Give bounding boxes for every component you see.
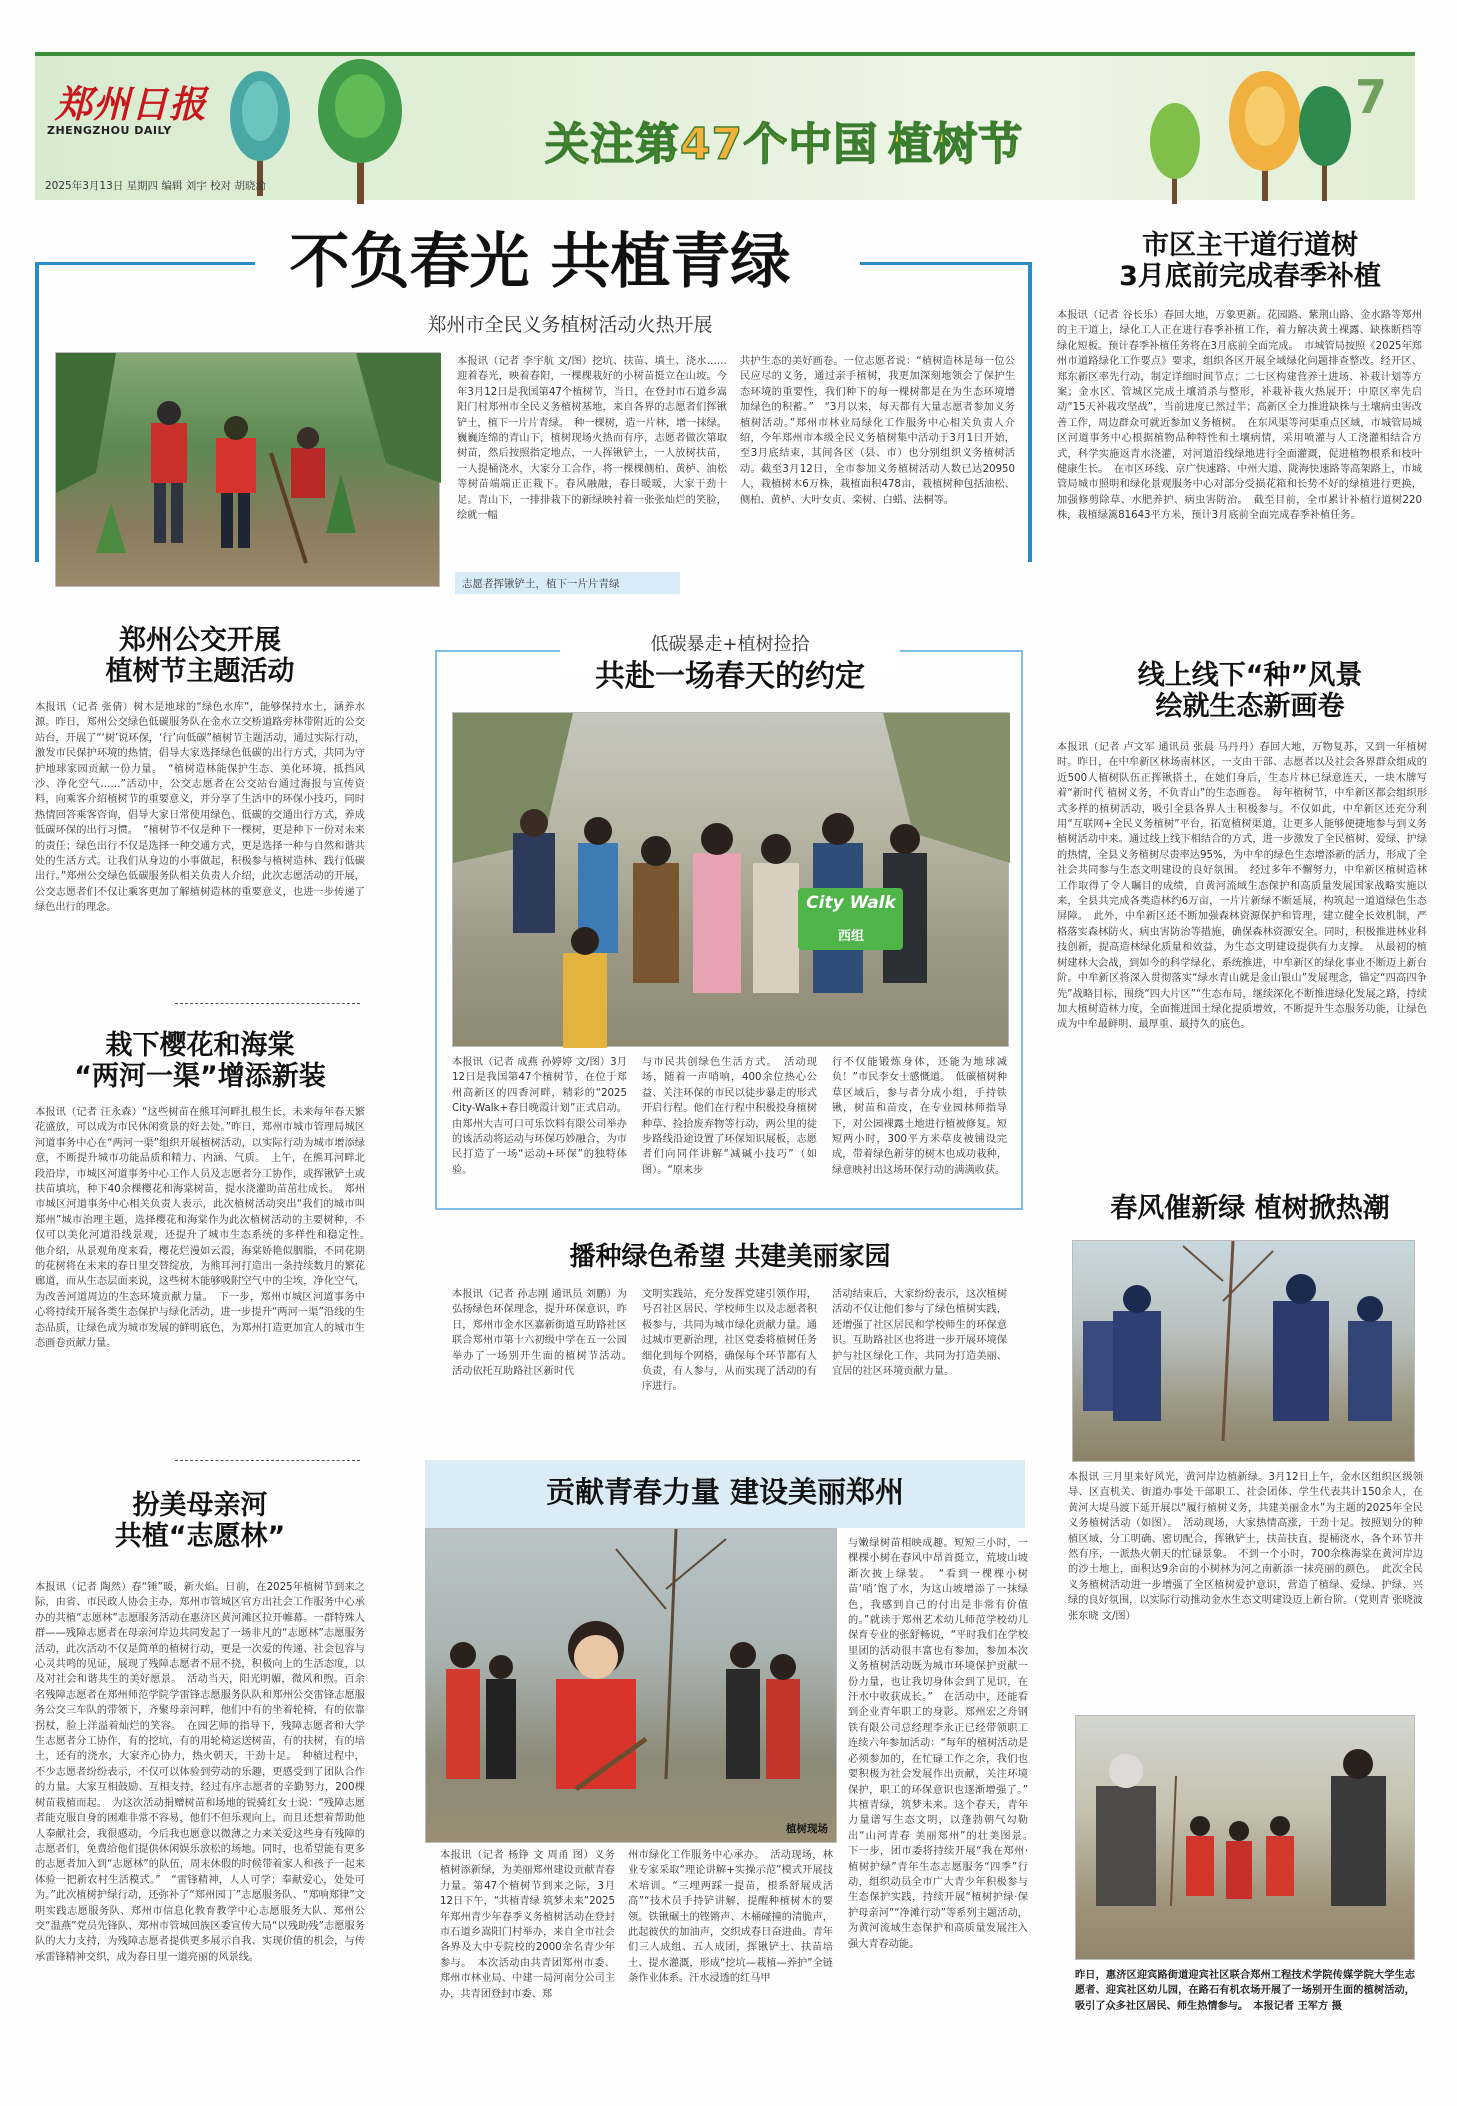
tree-illustration: [315, 56, 405, 204]
page-number: 7: [1355, 70, 1388, 124]
spring-article: 本报讯 三月里来好风光，黄河岸边植新绿。3月12日上午，金水区组织区级领导、区直机关、街道办事处干部职工、社会团体、学生代表共计150余人，在黄河大堤马渡下延开展以“履行植树义务，共建美丽金水”为主题的2025年全民义务植树活动（如图）。 活动现场，大家热情高涨，干劲十足。按照划分的种植区域，分工明确、密切配合，挥锹铲土，扶苗扶直，提桶浇水，各个环节井然有序，一派热火朝天的忙碌景象。 不到一个小时，700余株海棠在黄河岸边的沙土地上，面积达9余亩的小树林为河之南新添一抹亮丽的颜色。 此次全民义务植树活动进一步增强了全区植树爱护意识，营造了植绿、爱绿、护绿、兴绿的良好氛围，以实际行动推动金水生态文明建设迈上新台阶。（党则青 张晓波 张东晓 文/图）: [1068, 1472, 1423, 1622]
youth-article-col1: 本报讯（记者 杨铮 文 周甬 图）义务植树添新绿，为美丽郑州建设贡献青春力量。第47个植树节到来之际，3月12日下午，“共植青绿 筑梦未来”2025年郑州青少年春季义务植树活动在登封市石道乡嵩阳门村举办，来自全市社会各界及大中专院校的2000余名青少年参与。 本次活动由共青团郑州市委、郑州市林业局、中建一局河南分公司主办，共青团登封市委、郑: [440, 1850, 615, 2000]
lead-photo-caption: 志愿者挥锹铲土，植下一片片青绿: [462, 578, 620, 590]
seed-title: 播种绿色希望 共建美丽家园: [569, 1242, 891, 1272]
lead-article-col1: 本报讯（记者 李宇航 文/图）挖坑、扶苗、填土、浇水……迎着春光，映着春阳，一棵棵栽好的小树苗挺立在山坡。今年3月12日是我国第47个植树节，当日，在登封市石道乡嵩阳门村郑州市全民义务植树基地，来自各界的志愿者们挥锹铲土，植下一片片青绿。 种一棵树，造一片林，增一抹绿。巍巍连绵的青山下，植树现场火热而有序，志愿者做次第取树苗，然后按照指定地点，一人挥锹铲土，一人放树扶苗，一人提桶浇水，大家分工合作，将一棵棵侧柏、黄栌、油松等树苗端端正正栽下。春风融融，春日暖暖，大家干劲十足。青山下，一排排栽下的新绿映衬着一张张灿烂的笑脸，绘就一幅: [457, 356, 727, 522]
right-top-title-line2: 3月底前完成春季补植: [1119, 261, 1381, 293]
tree-illustration: [1225, 61, 1305, 201]
volunteers-planting-illustration: [56, 353, 441, 588]
divider: [175, 1460, 360, 1461]
banner-title-a: 关注第47个中国: [545, 119, 879, 170]
mother-river-article: 本报讯（记者 陶然）春“锤”暖，新火焰。日前，在2025年植树节到来之际，由省、市民政人协会主办，郑州市管城区官方出社会工作服务中心承办的共植“志愿林”志愿服务活动在惠济区黄河滩区拉开帷幕。一群特殊人群——残障志愿者在母亲河岸边共同发起了一场非凡的“志愿林”志愿服务活动，此次活动不仅是简单的植树行动，更是一次爱的传递、社会包容与心灵共鸣的见证，展现了残障志愿者不屈不挠，积极向上的生活态度，以及对社会和谐共生的美好愿景。 活动当天，阳光明媚，微风和煦。百余名残障志愿者在郑州师范学院学雷锋志愿服务队队和郑州公交雷锋志愿服务公交三车队的带领下，齐聚母亲河畔，他们中有的坐着轮椅，有的依靠拐杖，脸上洋溢着灿烂的笑容。 在园艺师的指导下，残障志愿者和大学生志愿者分工协作，有的挖坑，有的用轮椅运送树苗，有的扶树，有的培土，还有的浇水，大家齐心协力，热火朝天，干劲十足。 种植过程中，不少志愿者纷纷表示，不仅可以体验到劳动的乐趣，更感受到了团队合作的力量。大家互相鼓励、互相支持，经过有序志愿者的辛勤努力，200棵树苗栽植而起。 为这次活动捐赠树苗和场地的锐骑红女士说：“残障志愿者能克服自身的困难非常不容易，他们不但乐观向上，而且还想着帮助他人奉献社会，我很感动，今后我也愿意以微薄之力来关爱这些身有残障的志愿者们，免费给他们提供休闲娱乐放松的场地。同时，也希望能有更多的志愿者加入到“志愿林”的队伍，周末休假的时候带着家人和孩子一起来体验一把新农村生活模式。” “雷锋精神，人人可学；奉献爱心，处处可为。”此次植树护绿行动，还弥补了“郑州园丁”志愿服务队、“郑响郑律”文明实践志愿服务队、郑州市信息化教育教学中心志愿服务大队、郑州公交“温燕”党员先锋队、郑州市管城回族区委宣传大局“以残助残”志愿服务队的大力支持，为残障志愿者提供更多展示自我、实现价值的机会，与传承雷锋精神交织，成为春日里一道亮丽的风景线。: [35, 1582, 365, 1963]
frame-rule: [35, 262, 39, 562]
tree-illustration: [1145, 96, 1205, 204]
lead-subtitle: 郑州市全民义务植树活动火热开展: [427, 314, 713, 336]
frame-rule: [860, 262, 1030, 265]
seed-article-col2: 文明实践站，充分发挥党建引领作用，号召社区居民、学校师生以及志愿者积极参与，共同为城市绿化贡献力量。通过城市更新治理，社区党委将植树任务细化到每个网格，确保每个环节都有人负责，有人参与，从而实现了活动的有序进行。: [642, 1289, 817, 1393]
bus-title: [40, 625, 360, 687]
spring-title: 春风催新绿 植树掀热潮: [1110, 1193, 1390, 1224]
mother-river-title-line1: 扮美母亲河: [132, 1490, 268, 1521]
youth-title: 贡献青春力量 建设美丽郑州: [545, 1475, 905, 1509]
right-top-title: [1060, 230, 1440, 292]
cherry-title-line1: 栽下樱花和海棠: [105, 1030, 295, 1061]
walkers-illustration: [453, 713, 1010, 1048]
right-top-title-line1: 市区主干道行道树: [1142, 230, 1358, 261]
spring-planting-illustration: [1073, 1241, 1416, 1463]
lead-photo: [55, 352, 440, 587]
seed-article-col3: 活动结束后，大家纷纷表示，这次植树活动不仅让他们参与了绿色植树实践，还增强了社区居民和学校师生的环保意识。互助路社区也将进一步开展环境保护与社区绿化工作，共同为打造美丽、宜居的社区环境贡献力量。: [832, 1289, 1007, 1378]
kindergarten-photo: [1075, 1715, 1415, 1960]
youth-photo: [425, 1528, 837, 1843]
cherry-title: [40, 1030, 360, 1092]
walk-banner-sub: 西组: [837, 929, 864, 944]
bus-article: 本报讯（记者 张倩）树木是地球的“绿色水库”，能够保持水土，涵养水源。昨日，郑州公交绿色低碳服务队在金水立交桥道路旁林带附近的公交站台，开展了“‘树’说环保，‘行’向低碳”植树节主题活动，通过实际行动，激发市民保护环境的热情，倡导大家选择绿色低碳的出行方式，共同为守护地球家园贡献一份力量。 “植树造林能保护生态、美化环境，抵挡风沙、净化空气……”活动中，公交志愿者在公交站台通过海报与宣传资料，向乘客介绍植树节的重要意义，并分享了生活中的环保小技巧，同时热情回答乘客咨询，倡导大家日常使用绿色、低碳的交通出行方式，养成低碳环保的出行习惯。 “植树节不仅是种下一棵树，更是种下一份对未来的责任；绿色出行不仅是选择一种交通方式，更是选择一种与自然和谐共处的生活方式。让我们从身边的小事做起，积极参与植树造林、践行低碳出行。”郑州公交绿色低碳服务队相关负责人介绍，此次志愿活动的开展，公交志愿者们不仅让乘客更加了解植树造林的重要意义，也进一步传递了绿色出行的理念。: [35, 702, 365, 914]
walk-title: 共赴一场春天的约定: [595, 659, 865, 694]
walk-article-col1: 本报讯（记者 成燕 孙婷婷 文/图）3月12日是我国第47个植树节，在位于郑州高新区的四香河畔，精彩的“2025 City-Walk+春日晚霞计划”正式启动。由郑州大吉可口可乐饮料有限公司举办的该活动将运动与环保巧妙融合，为市民打造了一场“运动+环保”的独特体验。: [452, 1057, 627, 1176]
youth-photo-caption: 植树现场: [786, 1823, 828, 1835]
dateline: 2025年3月13日 星期四 编辑 刘宇 校对 胡晓渝: [45, 180, 266, 192]
banner-title: [545, 108, 1023, 172]
walk-banner-text: City Walk: [806, 893, 896, 913]
tree-illustration: [225, 66, 295, 196]
cherry-article: 本报讯（记者 汪永森）“这些树苗在熊耳河畔扎根生长，未来每年春天繁花盛放，可以成为市民休闲赏景的好去处。”昨日，郑州市城市管理局城区河道事务中心在“两河一渠”组织开展植树活动，以实际行动为城市增添绿意，不断提升城市功能品质和精力、内涵、气质。 上午，在熊耳河畔北段沿岸，市城区河道事务中心工作人员及志愿者分工协作，或挥锹铲土或扶苗填坑，种下40余棵樱花和海棠树苗，提水浇灌助苗茁壮成长。 郑州市城区河道事务中心相关负责人表示，此次植树活动突出“我们的城市叫郑州”城市治理主题，选择樱花和海棠作为此次植树活动的主要树种，不仅可以美化河道沿线景观，还提升了城市生态系统的多样性和稳定性。 他介绍，从景观角度来看，樱花烂漫如云霞，海棠娇艳似胭脂，不同花期的花树将在未来的春日里交替绽放，为熊耳河打造出一条持续数月的繁花廊道，而从生态层面来说，这些树木能够吸附空气中的尘埃，净化空气，为改善河道周边的生态环境贡献力量。 下一步，郑州市城区河道事务中心将持续开展各类生态保护与绿化活动，进一步提升“两河一渠”沿线的生态品质，让绿色成为城市发展的鲜明底色，为郑州打造更加宜人的城市生态画卷贡献力量。: [35, 1107, 376, 1350]
newspaper-logo: 郑州日报: [55, 82, 207, 126]
online-title: [1060, 660, 1440, 722]
mother-river-title: [40, 1490, 360, 1552]
seed-article-col1: 本报讯（记者 孙志刚 通讯员 刘鹏）为弘扬绿色环保理念，提升环保意识，昨日，郑州市金水区嘉新街道互助路社区联合郑州市第十六初级中学在五一公园举办了一场别开生面的植树节活动。 活动依托互助路社区新时代: [452, 1289, 638, 1378]
right-top-article: 本报讯（记者 谷长乐）春回大地，万象更新。花园路、紫荆山路、金水路等郑州的主干道上，绿化工人正在进行春季补植工作，着力解决黄土裸露、缺株断档等绿化短板。预计春季补植任务将在3月底前全面完成。 市城管局按照《2025年郑州市道路绿化工作要点》要求，组织各区开展全域绿化问题排查整改。经开区、郑东新区率先行动，制定详细时间节点；二七区构建营养土进场、补栽计划等方案；金水区、管城区完成土壤消杀与整形，补栽补栽火热展开；中原区率先启动“15天补栽攻坚战”，当前进度已然过半；高新区全力推进缺株与土壤病虫害改善工作，周边群众可就近参加义务植树。 在东风渠等河渠重点区域，市城管局城区河道事务中心根据植物品种特性和土壤病情，采用喷灌与人工浇灌相结合方式，科学实施返青水浇灌，对河道沿线绿地进行全面灌溉，促进植物根系和枝叶健康生长。 在市区环线、京广快速路、中州大道、陇海快速路等高架路上，市城管局城市照明和绿化景观服务中心对部分受损花箱和长势不好的绿植进行更换，加强修剪除草、水肥养护、病虫害防治。 截至目前，全市累计补植行道树220株，栽植绿篱81643平方米，预计3月底前全面完成春季补植任务。: [1057, 310, 1422, 522]
spring-photo: [1072, 1240, 1415, 1462]
lead-title: 不负春光 共植青绿: [289, 227, 791, 297]
online-title-line1: 线上线下“种”风景: [1137, 660, 1363, 691]
divider: [175, 1003, 360, 1004]
walk-article-col3: 行不仅能锻炼身体，还能为地球减负！”市民李女士感慨道。 低碳植树种草区域后，参与者分成小组，手持铁锹，树苗和苗皮，在专业园林师指导下，对公园裸露土地进行植被修复。短短两小时，300平方米草皮被铺设完成，带着绿色新芽的树木也成功栽种，绿意映衬出这场环保行动的满满收获。: [832, 1057, 1007, 1176]
cherry-title-line2: “两河一渠”增添新装: [74, 1061, 326, 1093]
frame-rule: [35, 262, 255, 265]
bus-title-line2: 植树节主题活动: [105, 656, 295, 688]
banner-title-b: 植树节: [888, 119, 1024, 170]
bus-title-line1: 郑州公交开展: [119, 625, 281, 656]
lead-article-col2: 共护生态的美好画卷。一位志愿者说：“植树造林是每一位公民应尽的义务，通过亲手植树，我更加深刻地领会了保护生态环境的重要性，我们种下的每一棵树都是在为生态环境增加绿色的积蓄。” “3月以来，每天都有大量志愿者参加义务植树活动。”郑州市林业局绿化工作服务中心相关负责人介绍，今年郑州市本级全民义务植树集中活动于3月1日开始，至3月底结束，其间各区（县、市）也分别组织义务植树活动。截至3月12日，全市参加义务植树活动人数已达20950人，栽植树木6万株，栽植面积478亩，栽植树种包括油松、侧柏、黄栌、大叶女贞、栾树、白蜡、法桐等。: [740, 356, 1015, 506]
frame-rule: [1028, 262, 1032, 562]
walk-article-col2: 与市民共创绿色生活方式。 活动现场，随着一声哨响，400余位热心公益、关注环保的市民以徒步暴走的形式开启行程。他们在行程中积极投身植树种草、捡拾废弃物等行动，两公里的徒步路线沿途设置了环保知识展板，志愿者们向同伴讲解“减碱小技巧”（如图）。“原来步: [642, 1057, 817, 1176]
walk-photo: [452, 712, 1009, 1047]
youth-article-col3: 与嫩绿树苗相映成趣。短短三小时，一棵棵小树在春风中昂首挺立，荒坡山坡渐次披上绿装。 “看到一棵棵小树苗‘哨’饱了水，为这山坡增添了一抹绿色，我感到自己的付出是非常有价值的。”就读于郑州艺术幼儿师范学校幼儿保育专业的张舒畅说，“平时我们在学校里团的活动很丰富也有参加，参加本次义务植树活动既为城市环境保护贡献一份力量，也让我切身体会到了见识，在汗水中收获成长。” 在活动中，还能看到企业青年职工的身影。郑州宏之舟钢铁有限公司总经理李永正已经带领职工连续六年参加活动：“每年的植树活动是必须参加的，在忙碌工作之余，我们也要积极为社会发展作出贡献，关注环境保护，职工的环保意识也逐渐增强了。” 共植青绿，筑梦未来。这个春天，青年力量谱写生态文明，以蓬勃朝气勾勒出“山河青春 美丽郑州”的壮美图景。 下一步，团市委将持续开展“我在郑州·植树护绿”青年生态志愿服务“四季”行动，组织动员全市广大青少年积极参与生态保护实践，持续开展“植树护绿·保护母亲河”“净滩行动”等系列主题活动，为黄河流域生态保护和高质量发展注入强大青春动能。: [848, 1538, 1039, 1950]
masthead-banner: [35, 52, 1415, 200]
online-article: 本报讯（记者 卢文军 通讯员 张晨 马丹丹）春回大地，万物复苏，又到一年植树时。昨日，在中牟新区林场南林区，一支由干部、志愿者以及社会各界群众组成的近500人植树队伍正挥锹搭土，在她们身后，生态片林已绿意连天，一块木牌写着“新时代 植树义务，不负青山”的生态画卷。 每年植树节，中牟新区都会组织形式多样的植树活动，吸引全县各界人士积极参与。不仅如此，中牟新区还充分利用“互联网+全民义务植树”平台，拓宽植树渠道，让更多人能够便捷地参与到义务植树活动中来。通过线上线下相结合的方式，进一步激发了全民植树、爱绿、护绿的热情，全县义务植树尽责率达95%，为中牟的绿色生态增添新的活力，形成了全社会共同参与生态文明建设的良好氛围。 经过多年不懈努力，中牟新区植树造林工作取得了令人瞩目的成绩，自黄河流域生态保护和高质量发展国家战略实施以来，全县共完成各类造林约6万亩，一片片新绿不断延展，构筑起一道道绿色生态屏障。 此外，中牟新区还不断加强森林资源保护和管理，建立健全长效机制，严格落实森林防火、病虫害防治等措施，确保森林资源安全。同时，积极推进林业科技创新，提高造林绿化质量和效益，为生态文明建设提供有力支撑。 从最初的植树建林大会战，到如今的科学绿化、系统推进，中牟新区的绿化事业不断迈上新台阶。中牟新区将深入贯彻落实“绿水青山就是金山银山”发展理念，锚定“四高四争先”战略目标，围绕“四大片区”“生态布局，继续深化不断推进绿化发展之路，持续加大植树造林力度，全面推进国土绿化提质增效，不断提升生态服务功能，让绿色成为中牟最鲜明、最厚重、最持久的底色。: [1057, 742, 1427, 1031]
kindergarten-caption: 昨日，惠济区迎宾路街道迎宾社区联合郑州工程技术学院传媒学院大学生志愿者、迎宾社区幼儿园，在路石有机农场开展了一场别开生面的植树活动，吸引了众多社区居民、师生热情参与。 本报记者 王军方 摄: [1075, 1970, 1415, 2012]
walk-kicker: 低碳暴走+植树捡拾: [650, 634, 810, 655]
youth-article-col2: 州市绿化工作服务中心承办。 活动现场，林业专家采取“理论讲解+实操示范”模式开展技术培训。“三埋两踩一提苗，根系舒展成活高”“技术员手持铲讲解，提醒种植树木的要领。铁锹碾土的铿锵声、木桶碰撞的清脆声，此起彼伏的加油声，交织成春日奋进曲。青年们三人成组、五人成团，挥锹铲土、扶苗培土、提水灌溉，形成“挖坑—栽植—养护”全链条作业体系。汗水浸透的红马甲: [628, 1850, 833, 1985]
mother-river-title-line2: 共植“志愿林”: [114, 1521, 286, 1553]
online-title-line2: 绘就生态新画卷: [1155, 691, 1345, 723]
tree-illustration: [1295, 76, 1355, 201]
youth-planting-illustration: [426, 1529, 838, 1844]
kids-planting-illustration: [1076, 1716, 1416, 1961]
newspaper-logo-en: ZHENGZHOU DAILY: [47, 124, 172, 137]
